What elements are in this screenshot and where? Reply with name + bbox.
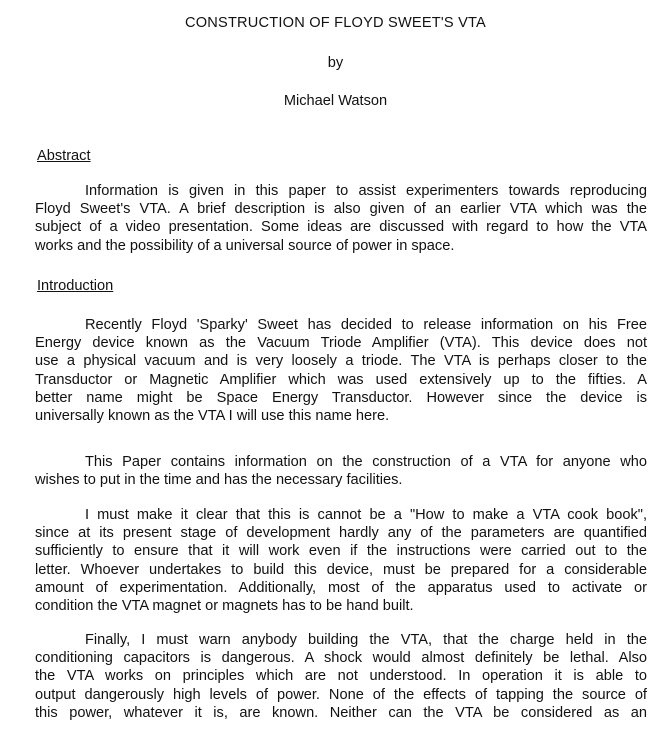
intro-paragraph-1 — [35, 316, 647, 425]
paragraph-line: better name might be Space Energy Transductor. However since the device is — [35, 389, 647, 406]
paragraph-line: conditioning capacitors is dangerous. A shock would almost definitely be lethal. Also — [35, 650, 647, 667]
paragraph-line: Energy device known as the Vacuum Triode Amplifier (VTA). This device does not — [35, 335, 647, 352]
paragraph-line: letter. Whoever undertakes to build this device, must be prepared for a considerable — [35, 561, 647, 578]
paragraph-line: Information is given in this paper to assist experimenters towards reproducing — [85, 183, 647, 199]
paragraph-line: amount of experimentation. Additionally, most of the apparatus used to activate or — [35, 579, 647, 596]
paragraph-line: Floyd Sweet's VTA. A brief description is also given of an earlier VTA which was the — [35, 201, 647, 218]
paragraph-line: works and the possibility of a universal source of power in space. — [35, 237, 455, 254]
paragraph-line: subject of a video presentation. Some ideas are discussed with regard to how the VTA — [35, 219, 647, 236]
abstract-heading: Abstract — [37, 148, 91, 164]
paragraph-line: sufficiently to ensure that it will work even if the instructions were carried out to the — [35, 543, 647, 560]
paragraph-line: since at its present stage of development hardly any of the parameters are quantified — [35, 525, 647, 542]
paragraph-line: the VTA works on principles which are not understood. In operation it is able to — [35, 668, 647, 685]
paragraph-line: Finally, I must warn anybody building the VTA, that the charge held in the — [85, 632, 647, 648]
intro-paragraph-3 — [35, 506, 647, 615]
paragraph-line: use a physical vacuum and is very loosely a triode. The VTA is perhaps closer to the — [35, 353, 647, 370]
paragraph-line: output dangerously high levels of power. None of the effects of tapping the source of — [35, 686, 647, 703]
paragraph-line: universally known as the VTA I will use this name here. — [35, 408, 390, 425]
abstract-paragraph — [35, 182, 647, 255]
paragraph-line: this power, whatever it is, are known. Neither can the VTA be considered as an — [35, 704, 647, 721]
paragraph-line: I must make it clear that this is cannot be a "How to make a VTA cook book", — [85, 507, 647, 523]
introduction-heading: Introduction — [37, 278, 114, 294]
paragraph-line: condition the VTA magnet or magnets has to be hand built. — [35, 598, 414, 615]
author-name: Michael Watson — [283, 93, 388, 109]
intro-paragraph-4 — [35, 631, 647, 722]
paragraph-line: This Paper contains information on the construction of a VTA for anyone who — [85, 454, 647, 470]
paragraph-line: Recently Floyd 'Sparky' Sweet has decided to release information on his Free — [85, 317, 647, 333]
paragraph-line: Transductor or Magnetic Amplifier which was used extensively up to the fifties. A — [35, 371, 647, 388]
paragraph-line: wishes to put in the time and has the necessary facilities. — [35, 472, 403, 489]
intro-paragraph-2 — [35, 453, 647, 489]
document-title: CONSTRUCTION OF FLOYD SWEET'S VTA — [184, 15, 486, 31]
byline: by — [327, 55, 344, 71]
